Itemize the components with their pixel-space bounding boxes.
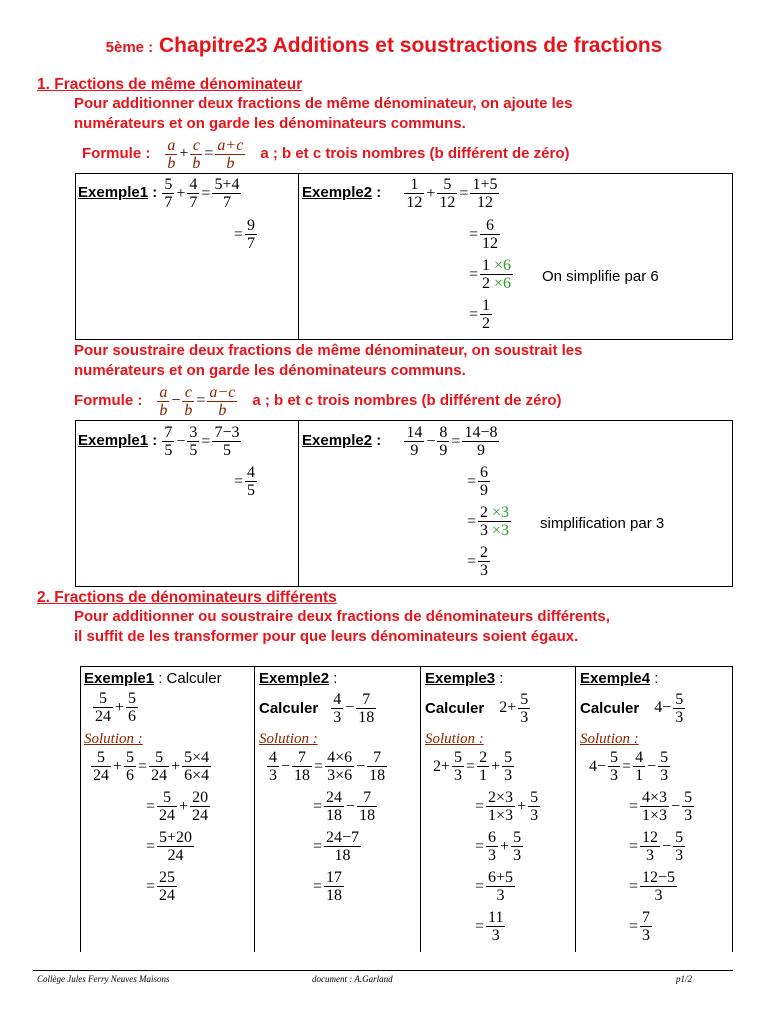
example3-step: = $\frac{2\times 3}{1\times 3}$ + $\frac{5}{3}$ bbox=[475, 789, 539, 824]
sub-example2-step: = $\frac{6}{9}$ bbox=[467, 464, 489, 499]
table-border bbox=[80, 666, 81, 952]
formula-label: Formule : bbox=[74, 392, 143, 409]
section1-heading: 1. Fractions de même dénominateur bbox=[37, 76, 303, 93]
section2-rule-line: Pour additionner ou soustraire deux fractions de dénominateurs différents, bbox=[74, 608, 610, 625]
add-example2-result: = $\frac{1}{2}$ bbox=[469, 297, 491, 332]
table-border bbox=[254, 666, 255, 952]
sub-rule-line: Pour soustraire deux fractions de même dénominateur, on soustrait les bbox=[74, 342, 583, 359]
solution-label: Solution : bbox=[425, 731, 484, 747]
example-suffix: : bbox=[650, 670, 659, 687]
example4-result: = $\frac{7}{3}$ bbox=[629, 909, 651, 944]
example4-step: = $\frac{12}{3}$ − $\frac{5}{3}$ bbox=[629, 829, 684, 864]
example1-header bbox=[84, 670, 222, 688]
example1-step: $\frac{5}{24}$ + $\frac{5}{6}$ = $\frac{5}{24}$ + $\frac{5\times 4}{6\times 4}$ bbox=[93, 749, 210, 784]
example-label: Exemple1 bbox=[78, 184, 149, 202]
add-formula-math: $\frac{a}{b}$ + $\frac{c}{b}$ = $\frac{a+c}{b}$ bbox=[167, 136, 244, 172]
calc-label: Calculer bbox=[259, 699, 319, 717]
table-border bbox=[420, 666, 421, 952]
formula-note: a ; b et c trois nombres (b différent de zéro) bbox=[252, 392, 562, 409]
add-example2-step: = $\frac{6}{12}$ bbox=[469, 217, 499, 252]
sub-example2: Exemple2 : $\frac{14}{9}$ − $\frac{8}{9}$ = $\frac{14-8}{9}$ bbox=[302, 424, 498, 459]
example3-expression: 2+ $\frac{5}{3}$ bbox=[499, 690, 529, 726]
sub-rule-line: numérateurs et on garde les dénominateurs communs. bbox=[74, 362, 466, 379]
example-label: Exemple3 bbox=[425, 670, 496, 687]
example3-step: 2+ $\frac{5}{3}$ = $\frac{2}{1}$ + $\frac{5}{3}$ bbox=[433, 749, 513, 784]
example4-expression: 4− $\frac{5}{3}$ bbox=[654, 690, 684, 726]
solution-label: Solution : bbox=[84, 731, 143, 747]
title-level: 5ème : bbox=[105, 39, 154, 56]
divider bbox=[298, 420, 299, 587]
section2-rule-line: il suffit de les transformer pour que leurs dénominateurs soient égaux. bbox=[74, 628, 579, 645]
example3-calc bbox=[425, 690, 531, 726]
add-rule-line: numérateurs et on garde les dénominateurs communs. bbox=[74, 115, 466, 132]
example-label: Exemple2 bbox=[302, 184, 373, 202]
example4-step: = $\frac{12-5}{3}$ bbox=[629, 869, 676, 904]
footer-page: p1/2 bbox=[676, 974, 693, 984]
add-example1: Exemple1 : $\frac{5}{7}$ + $\frac{4}{7}$ = $\frac{5+4}{7}$ bbox=[78, 176, 240, 211]
page-title bbox=[0, 34, 768, 58]
solution-label: Solution : bbox=[580, 731, 639, 747]
example2-step: = $\frac{24-7}{18}$ bbox=[313, 829, 360, 864]
section2-rule bbox=[74, 607, 610, 647]
section1-sub-rule bbox=[74, 341, 582, 381]
sub-example1: Exemple1 : $\frac{7}{5}$ − $\frac{3}{5}$ = $\frac{7-3}{5}$ bbox=[78, 424, 240, 459]
section1-add-rule bbox=[74, 94, 572, 134]
table-border bbox=[575, 666, 576, 952]
example2-result: = $\frac{17}{18}$ bbox=[313, 869, 343, 904]
example2-header bbox=[259, 670, 337, 688]
example2-expression: $\frac{4}{3}$ − $\frac{7}{18}$ bbox=[333, 690, 375, 726]
example4-header bbox=[580, 670, 658, 688]
example3-step: = $\frac{6+5}{3}$ bbox=[475, 869, 514, 904]
example-suffix: : bbox=[495, 670, 504, 687]
example1-step: = $\frac{5+20}{24}$ bbox=[146, 829, 193, 864]
example3-step: = $\frac{6}{3}$ + $\frac{5}{3}$ bbox=[475, 829, 522, 864]
calc-label: Calculer bbox=[580, 699, 640, 717]
add-example1-result: = $\frac{9}{7}$ bbox=[234, 217, 256, 252]
example-label: Exemple4 bbox=[580, 670, 651, 687]
section2-heading: 2. Fractions de dénominateurs différents bbox=[37, 589, 337, 606]
add-example2: Exemple2 : $\frac{1}{12}$ + $\frac{5}{12}$ = $\frac{1+5}{12}$ bbox=[302, 176, 498, 211]
example1-step: = $\frac{5}{24}$ + $\frac{20}{24}$ bbox=[146, 789, 209, 824]
example2-calc bbox=[259, 690, 377, 726]
calc-label: Calculer bbox=[425, 699, 485, 717]
example4-step: = $\frac{4\times 3}{1\times 3}$ − $\frac{5}{3}$ bbox=[629, 789, 693, 824]
example-label: Exemple1 bbox=[84, 670, 155, 687]
table-border bbox=[732, 666, 733, 952]
title-text: Chapitre23 Additions et soustractions de fractions bbox=[159, 34, 663, 57]
add-formula bbox=[82, 136, 570, 172]
example3-header bbox=[425, 670, 503, 688]
footer-rule bbox=[33, 970, 733, 971]
example4-step: 4− $\frac{5}{3}$ = $\frac{4}{1}$ − $\frac{5}{3}$ bbox=[589, 749, 669, 784]
example3-result: = $\frac{11}{3}$ bbox=[475, 909, 504, 944]
example-suffix: : bbox=[329, 670, 338, 687]
formula-label: Formule : bbox=[82, 145, 151, 162]
solution-label: Solution : bbox=[259, 731, 318, 747]
add-example2-step: = $\frac{1 \times 6}{2 \times 6}$ bbox=[469, 257, 512, 292]
simplify-note: simplification par 3 bbox=[540, 515, 665, 532]
example1-result: = $\frac{25}{24}$ bbox=[146, 869, 176, 904]
footer-school: Collège Jules Ferry Neuves Maisons bbox=[37, 974, 170, 984]
example-label: Exemple1 bbox=[78, 432, 149, 450]
example-suffix: : Calculer bbox=[154, 670, 222, 687]
footer-author: document : A.Garland bbox=[312, 974, 393, 984]
example2-step: = $\frac{24}{18}$ − $\frac{7}{18}$ bbox=[313, 789, 376, 824]
simplify-note: On simplifie par 6 bbox=[542, 268, 659, 285]
example1-expression: $\frac{5}{24}$ + $\frac{5}{6}$ bbox=[95, 690, 137, 725]
add-rule-line: Pour additionner deux fractions de même dénominateur, on ajoute les bbox=[74, 95, 573, 112]
divider bbox=[298, 173, 299, 340]
sub-formula bbox=[74, 383, 562, 419]
sub-example2-step: = $\frac{2 \times 3}{3 \times 3}$ bbox=[467, 504, 510, 539]
example-label: Exemple2 bbox=[259, 670, 330, 687]
example4-calc bbox=[580, 690, 686, 726]
example-label: Exemple2 bbox=[302, 432, 373, 450]
table-top-border bbox=[80, 666, 733, 667]
sub-example1-result: = $\frac{4}{5}$ bbox=[234, 464, 256, 499]
sub-example2-result: = $\frac{2}{3}$ bbox=[467, 544, 489, 579]
example2-step: $\frac{4}{3}$ − $\frac{7}{18}$ = $\frac{4\times 6}{3\times 6}$ − $\frac{7}{18}$ bbox=[269, 749, 386, 784]
sub-formula-math: $\frac{a}{b}$ − $\frac{c}{b}$ = $\frac{a-c}{b}$ bbox=[159, 383, 236, 419]
formula-note: a ; b et c trois nombres (b différent de zéro) bbox=[260, 145, 570, 162]
